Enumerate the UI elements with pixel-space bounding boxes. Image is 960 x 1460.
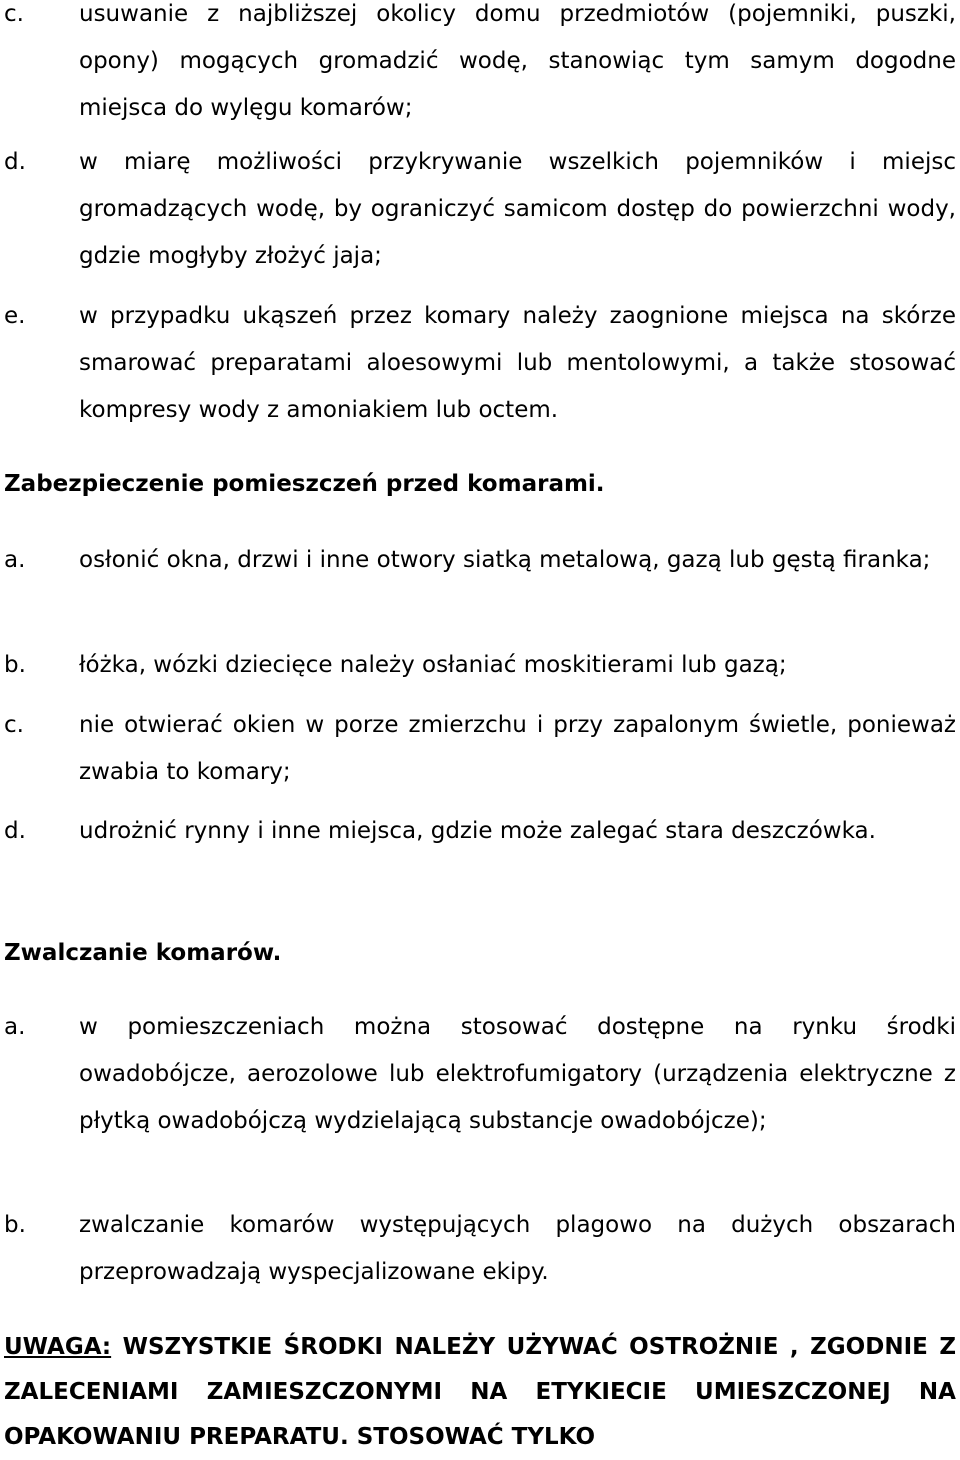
- list-item-c: [4, 0, 956, 132]
- list-item-a: [4, 1004, 956, 1145]
- list-marker: a.: [4, 547, 26, 573]
- list-item-c: [4, 702, 956, 796]
- warning-text: WSZYSTKIE ŚRODKI NALEŻY UŻYWAĆ OSTROŻNIE , ZGODNIE Z ZALECENIAMI ZAMIESZCZONYMI NA ETYKIECIE UMIESZCZONEJ NA OPAKOWANIU PREPARATU. STOSOWAĆ TYLKO: [4, 1334, 956, 1450]
- list-item-text: w pomieszczeniach można stosować dostępne na rynku środki owadobójcze, aerozolowe lub elektrofumigatory (urządzenia elektryczne z płytką owadobójczą wydzielającą substancje owadobójcze);: [79, 1014, 956, 1134]
- list-item-text: nie otwierać okien w porze zmierzchu i przy zapalonym świetle, ponieważ zwabia to komary;: [79, 712, 956, 785]
- warning-note: [4, 1325, 956, 1460]
- list-marker: b.: [4, 1212, 26, 1238]
- list-item-text: w przypadku ukąszeń przez komary należy zaognione miejsca na skórze smarować preparatami aloesowymi lub mentolowymi, a także stosować kompresy wody z amoniakiem lub octem.: [79, 303, 956, 423]
- list-marker: c.: [4, 712, 24, 738]
- list-marker: d.: [4, 149, 26, 175]
- section-heading-rooms: Zabezpieczenie pomieszczeń przed komarami.: [4, 471, 605, 497]
- section-heading-fight: Zwalczanie komarów.: [4, 940, 282, 966]
- list-item-text: w miarę możliwości przykrywanie wszelkich pojemników i miejsc gromadzących wodę, by ograniczyć samicom dostęp do powierzchni wody, gdzie mogłyby złożyć jaja;: [79, 149, 956, 269]
- list-marker: e.: [4, 303, 26, 329]
- list-marker: a.: [4, 1014, 26, 1040]
- list-item-b: [4, 1202, 956, 1296]
- list-marker: c.: [4, 1, 24, 27]
- list-item-a: [4, 537, 956, 584]
- list-item-e: [4, 293, 956, 434]
- list-item-d: [4, 139, 956, 280]
- list-item-d: [4, 808, 956, 855]
- list-item-text: udrożnić rynny i inne miejsca, gdzie może zalegać stara deszczówka.: [79, 818, 876, 844]
- list-item-b: [4, 642, 956, 689]
- list-item-text: osłonić okna, drzwi i inne otwory siatką metalową, gazą lub gęstą firanka;: [79, 547, 931, 573]
- list-item-text: zwalczanie komarów występujących plagowo na dużych obszarach przeprowadzają wyspecjalizowane ekipy.: [79, 1212, 956, 1285]
- list-item-text: usuwanie z najbliższej okolicy domu przedmiotów (pojemniki, puszki, opony) mogących gromadzić wodę, stanowiąc tym samym dogodne miejsca do wylęgu komarów;: [79, 1, 956, 121]
- warning-label: UWAGA:: [4, 1334, 112, 1360]
- list-marker: b.: [4, 652, 26, 678]
- list-marker: d.: [4, 818, 26, 844]
- list-item-text: łóżka, wózki dziecięce należy osłaniać moskitierami lub gazą;: [79, 652, 787, 678]
